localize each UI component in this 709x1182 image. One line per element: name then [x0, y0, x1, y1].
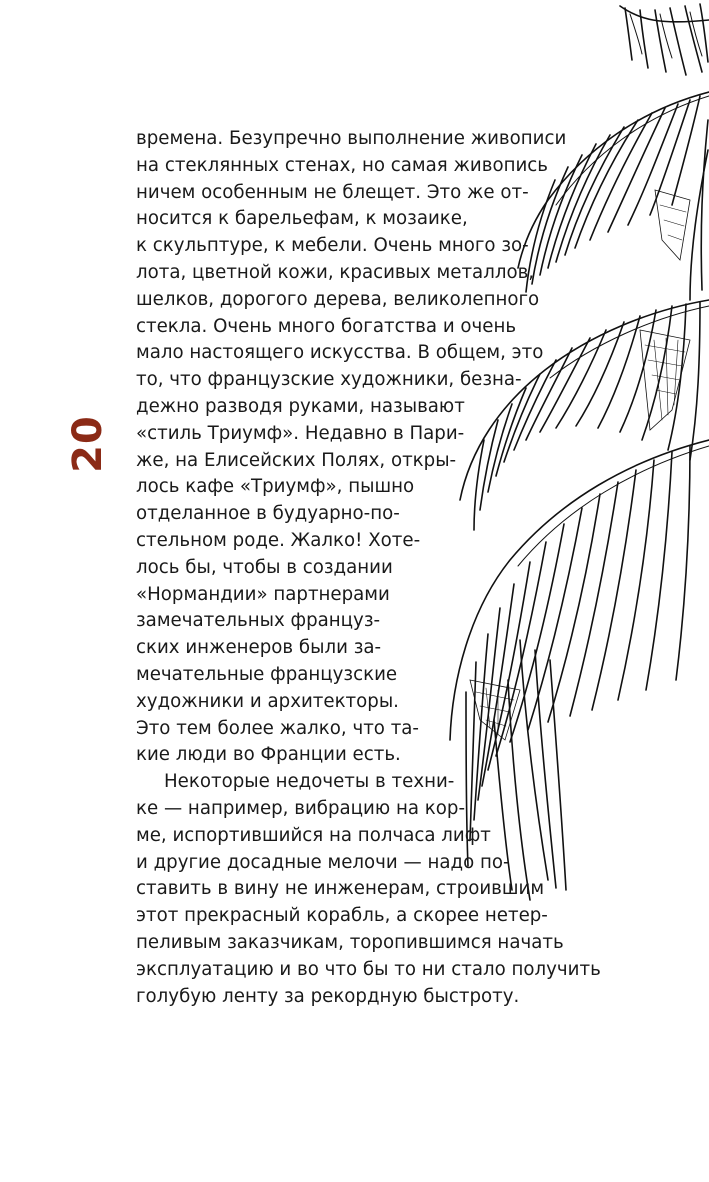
text-line: дежно разводя руками, называют	[136, 395, 465, 417]
text-line: лось бы, чтобы в создании	[136, 556, 393, 578]
text-line: к скульптуре, к мебели. Очень много зо-	[136, 235, 529, 257]
text-line: шелков, дорогого дерева, великолепного	[136, 288, 540, 310]
text-line: этот прекрасный корабль, а скорее нетер-	[136, 905, 548, 927]
text-line: замечательных француз-	[136, 610, 381, 632]
text-line: времена. Безупречно выполнение живописи	[136, 128, 567, 149]
text-line: мало настоящего искусства. В общем, это	[136, 342, 544, 364]
text-line: лось кафе «Триумф», пышно	[136, 476, 415, 498]
text-line: художники и архитекторы.	[136, 690, 399, 712]
text-line: «Нормандии» партнерами	[136, 583, 390, 605]
text-line: стекла. Очень много богатства и очень	[136, 315, 517, 337]
paragraph-first-line: Некоторые недочеты в техни-	[164, 771, 455, 793]
text-line: носится к барельефам, к мозаике,	[136, 208, 468, 230]
text-line: ке — например, вибрацию на кор-	[136, 797, 466, 819]
text-line: пеливым заказчикам, торопившимся начать	[136, 931, 564, 953]
text-line: то, что французские художники, безна-	[136, 369, 522, 391]
text-line: кие люди во Франции есть.	[136, 744, 401, 766]
text-line: стельном роде. Жалко! Хоте-	[136, 529, 421, 551]
text-line: Это тем более жалко, что та-	[136, 717, 419, 739]
text-line: ских инженеров были за-	[136, 637, 382, 659]
text-line: на стеклянных стенах, но самая живопись	[136, 154, 548, 176]
text-line: «стиль Триумф». Недавно в Пари-	[136, 422, 465, 444]
text-line: ме, испортившийся на полчаса лифт	[136, 824, 491, 846]
text-line: эксплуатацию и во что бы то ни стало получить	[136, 958, 601, 980]
text-line: голубую ленту за рекордную быстроту.	[136, 985, 520, 1007]
text-line: отделанное в будуарно-по-	[136, 503, 400, 525]
text-line: и другие досадные мелочи — надо по-	[136, 851, 510, 873]
text-line: ничем особенным не блещет. Это же от-	[136, 181, 529, 203]
text-line: же, на Елисейских Полях, откры-	[136, 449, 457, 471]
text-line: мечательные французские	[136, 663, 398, 685]
text-line: ставить в вину не инженерам, строившим	[136, 878, 545, 900]
text-line: лота, цветной кожи, красивых металлов,	[136, 261, 535, 283]
body-text	[136, 126, 601, 1010]
page-number: 20	[65, 415, 111, 473]
